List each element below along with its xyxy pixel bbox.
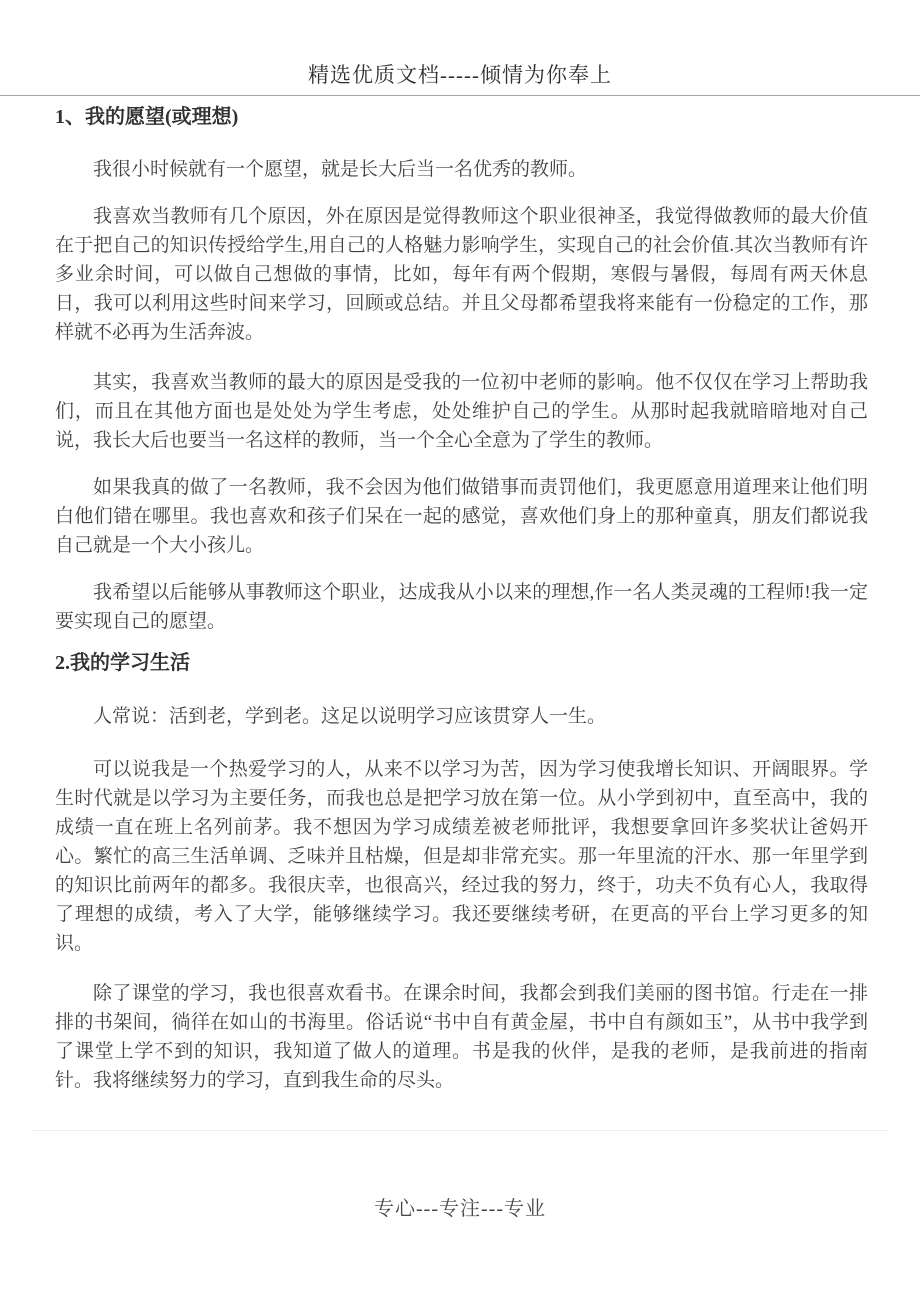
section-1-paragraph-1: 我很小时候就有一个愿望，就是长大后当一名优秀的教师。 [93, 159, 588, 180]
section-1-paragraph-3: 其实，我喜欢当教师的最大的原因是受我的一位初中老师的影响。他不仅仅在学习上帮助我们，而且在其他方面也是处处为学生考虑，处处维护自己的学生。从那时起我就暗暗地对自己说，我长大后也要当一名这样的教师，当一个全心全意为了学生的教师。 [55, 372, 868, 451]
section-2-paragraph-2: 可以说我是一个热爱学习的人，从来不以学习为苦，因为学习使我增长知识、开阔眼界。学生时代就是以学习为主要任务，而我也总是把学习放在第一位。从小学到初中，直至高中，我的成绩一直在班上名列前茅。我不想因为学习成绩差被老师批评，我想要拿回许多奖状让爸妈开心。繁忙的高三生活单调、乏味并且枯燥，但是却非常充实。那一年里流的汗水、那一年里学到的知识比前两年的都多。我很庆幸，也很高兴，经过我的努力，终于，功夫不负有心人，我取得了理想的成绩，考入了大学，能够继续学习。我还要继续考研，在更高的平台上学习更多的知识。 [55, 759, 868, 954]
header-divider-line [0, 95, 920, 96]
section-2-paragraph-1: 人常说：活到老，学到老。这足以说明学习应该贯穿人一生。 [93, 706, 607, 727]
section-1-paragraph-4: 如果我真的做了一名教师，我不会因为他们做错事而责罚他们，我更愿意用道理来让他们明白他们错在哪里。我也喜欢和孩子们呆在一起的感觉，喜欢他们身上的那种童真，朋友们都说我自己就是一个大小孩儿。 [55, 477, 868, 556]
section-1-heading: 1、我的愿望(或理想) [55, 106, 239, 128]
section-2-paragraph-3: 除了课堂的学习，我也很喜欢看书。在课余时间，我都会到我们美丽的图书馆。行走在一排排的书架间，徜徉在如山的书海里。俗话说“书中自有黄金屋，书中自有颜如玉”，从书中我学到了课堂上学不到的知识，我知道了做人的道理。书是我的伙伴，是我的老师，是我前进的指南针。我将继续努力的学习，直到我生命的尽头。 [55, 983, 868, 1091]
footer-divider-line [33, 1130, 887, 1131]
section-1-paragraph-5: 我希望以后能够从事教师这个职业，达成我从小以来的理想,作一名人类灵魂的工程师!我一定要实现自己的愿望。 [55, 582, 868, 632]
document-body [0, 105, 920, 1095]
section-2-heading: 2.我的学习生活 [55, 652, 190, 674]
section-1-paragraph-2: 我喜欢当教师有几个原因，外在原因是觉得教师这个职业很神圣，我觉得做教师的最大价值在于把自己的知识传授给学生,用自己的人格魅力影响学生，实现自己的社会价值.其次当教师有许多业余时间，可以做自己想做的事情，比如，每年有两个假期，寒假与暑假，每周有两天休息日，我可以利用这些时间来学习，回顾或总结。并且父母都希望我将来能有一份稳定的工作，那样就不必再为生活奔波。 [55, 206, 868, 343]
document-footer-text: 专心---专注---专业 [374, 1198, 546, 1220]
document-header-title: 精选优质文档-----倾情为你奉上 [308, 63, 612, 87]
